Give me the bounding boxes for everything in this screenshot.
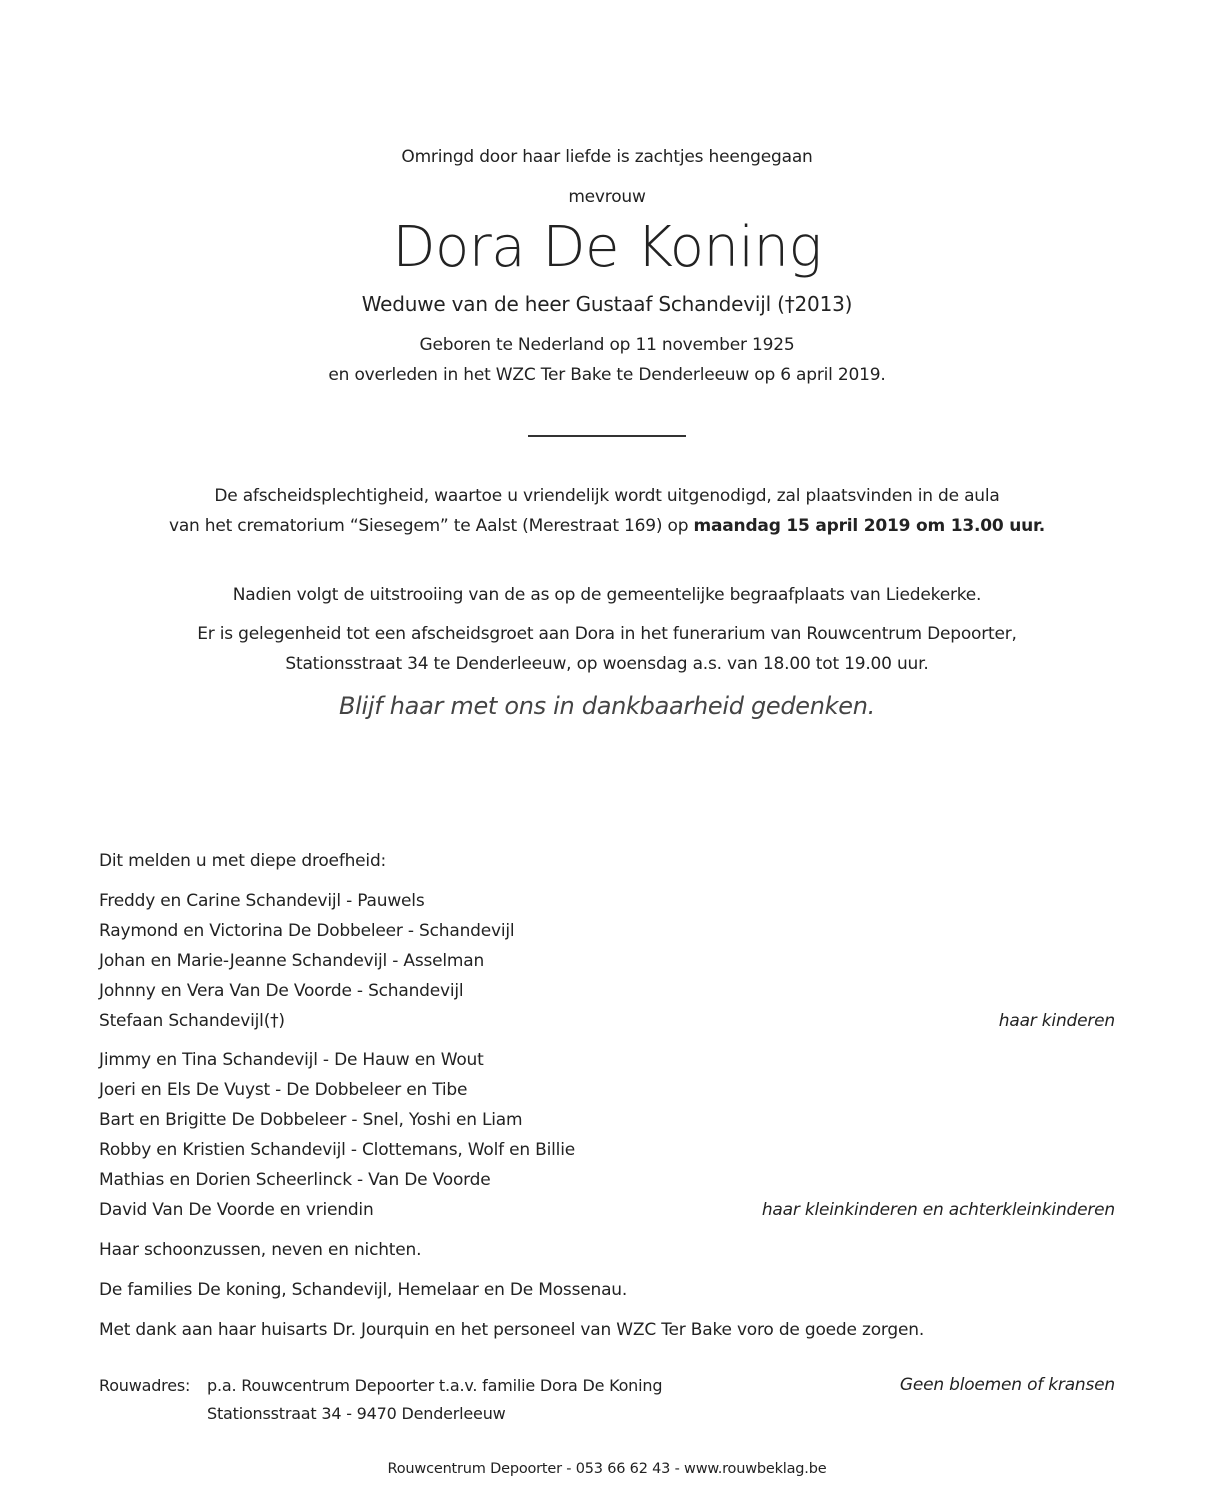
children-label: haar kinderen bbox=[998, 1011, 1115, 1031]
visit-line-2: Stationsstraat 34 te Denderleeuw, op woensdag a.s. van 18.00 tot 19.00 uur. bbox=[285, 654, 929, 674]
families-line: De families De koning, Schandevijl, Hemelaar en De Mossenau. bbox=[99, 1280, 628, 1300]
title-prefix: mevrouw bbox=[568, 187, 646, 207]
intro-line: Omringd door haar liefde is zachtjes heengegaan bbox=[401, 147, 813, 167]
memorial-quote: Blijf haar met ons in dankbaarheid gedenken. bbox=[339, 692, 875, 720]
ceremony-datetime: maandag 15 april 2019 om 13.00 uur. bbox=[693, 516, 1046, 536]
family-member: Freddy en Carine Schandevijl - Pauwels bbox=[99, 891, 425, 911]
grandchildren-label: haar kleinkinderen en achterkleinkinderen bbox=[761, 1200, 1115, 1220]
in-laws-line: Haar schoonzussen, neven en nichten. bbox=[99, 1240, 422, 1260]
ceremony-line-2 bbox=[0, 516, 1214, 536]
funeral-home-footer: Rouwcentrum Depoorter - 053 66 62 43 - www.rouwbeklag.be bbox=[387, 1461, 827, 1477]
family-intro: Dit melden u met diepe droefheid: bbox=[99, 851, 387, 871]
born-line: Geboren te Nederland op 11 november 1925 bbox=[419, 335, 795, 355]
family-member: Bart en Brigitte De Dobbeleer - Snel, Yoshi en Liam bbox=[99, 1110, 523, 1130]
family-member: Robby en Kristien Schandevijl - Clottemans, Wolf en Billie bbox=[99, 1140, 575, 1160]
family-member: Mathias en Dorien Scheerlinck - Van De Voorde bbox=[99, 1170, 491, 1190]
address-line-1: p.a. Rouwcentrum Depoorter t.a.v. familie Dora De Koning bbox=[207, 1376, 663, 1395]
deceased-name: Dora De Koning bbox=[392, 215, 822, 280]
widow-line: Weduwe van de heer Gustaaf Schandevijl (†2013) bbox=[361, 292, 853, 316]
flowers-note: Geen bloemen of kransen bbox=[899, 1375, 1115, 1395]
family-member: Johan en Marie-Jeanne Schandevijl - Asselman bbox=[99, 951, 485, 971]
family-member: David Van De Voorde en vriendin bbox=[99, 1200, 374, 1220]
scattering-line: Nadien volgt de uitstrooiing van de as op de gemeentelijke begraafplaats van Liedekerke. bbox=[232, 585, 982, 605]
family-member: Jimmy en Tina Schandevijl - De Hauw en Wout bbox=[99, 1050, 484, 1070]
family-member: Johnny en Vera Van De Voorde - Schandevijl bbox=[99, 981, 464, 1001]
family-member: Stefaan Schandevijl(†) bbox=[99, 1011, 285, 1031]
thanks-line: Met dank aan haar huisarts Dr. Jourquin en het personeel van WZC Ter Bake voro de goede zorgen. bbox=[99, 1320, 925, 1340]
address-line-2: Stationsstraat 34 - 9470 Denderleeuw bbox=[207, 1404, 506, 1423]
family-member: Joeri en Els De Vuyst - De Dobbeleer en Tibe bbox=[99, 1080, 468, 1100]
ceremony-location: van het crematorium “Siesegem” te Aalst (Merestraat 169) op bbox=[168, 516, 694, 536]
divider-line bbox=[528, 435, 686, 437]
family-member: Raymond en Victorina De Dobbeleer - Schandevijl bbox=[99, 921, 515, 941]
address-label: Rouwadres: bbox=[99, 1376, 191, 1395]
ceremony-line-1: De afscheidsplechtigheid, waartoe u vriendelijk wordt uitgenodigd, zal plaatsvinden in de aula bbox=[214, 486, 1000, 506]
visit-line-1: Er is gelegenheid tot een afscheidsgroet aan Dora in het funerarium van Rouwcentrum Depoorter, bbox=[197, 624, 1017, 644]
died-line: en overleden in het WZC Ter Bake te Denderleeuw op 6 april 2019. bbox=[328, 365, 886, 385]
